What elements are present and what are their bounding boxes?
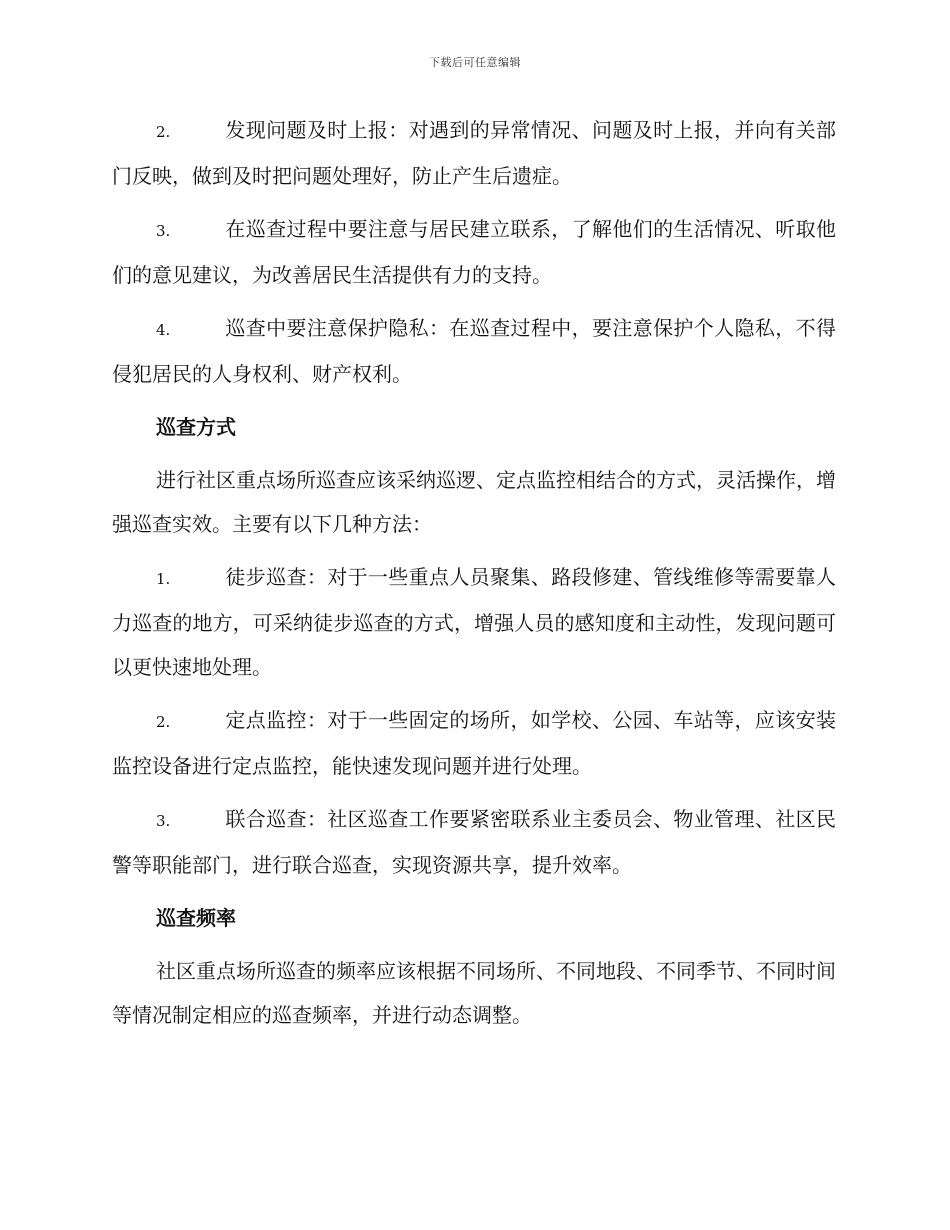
header-note: 下载后可任意编辑 [429, 56, 521, 69]
list-item-number: 3. [156, 812, 171, 830]
list-item-text: 在巡查过程中要注意与居民建立联系，了解他们的生活情况、听取他们的意见建议，为改善居民生活提供有力的支持。 [112, 217, 836, 287]
list-item [112, 108, 836, 198]
list-item [112, 698, 836, 788]
list-item-number: 2. [156, 123, 171, 141]
section-intro-paragraph: 进行社区重点场所巡查应该采纳巡逻、定点监控相结合的方式，灵活操作，增强巡查实效。主要有以下几种方法： [112, 468, 836, 536]
list-item-number: 3. [156, 222, 171, 240]
list-item [112, 555, 836, 689]
section-intro-paragraph: 社区重点场所巡查的频率应该根据不同场所、不同地段、不同季节、不同时间等情况制定相应的巡查频率，并进行动态调整。 [112, 959, 836, 1027]
section-heading-patrol-frequency: 巡查频率 [156, 906, 236, 930]
list-item-number: 4. [156, 321, 171, 339]
list-item-number: 1. [156, 570, 171, 588]
section-heading-patrol-method: 巡查方式 [156, 415, 236, 439]
list-item-text: 发现问题及时上报：对遇到的异常情况、问题及时上报，并向有关部门反映，做到及时把问题处理好，防止产生后遗症。 [112, 118, 836, 188]
list-item-number: 2. [156, 713, 171, 731]
list-item [112, 306, 836, 396]
list-item [112, 797, 836, 887]
list-item-text: 巡查中要注意保护隐私：在巡查过程中，要注意保护个人隐私，不得侵犯居民的人身权利、财产权利。 [112, 316, 836, 386]
document-body [112, 108, 836, 1046]
list-item [112, 207, 836, 297]
list-item-text: 联合巡查：社区巡查工作要紧密联系业主委员会、物业管理、社区民警等职能部门，进行联合巡查，实现资源共享，提升效率。 [112, 807, 836, 877]
list-item-text: 定点监控：对于一些固定的场所，如学校、公园、车站等，应该安装监控设备进行定点监控，能快速发现问题并进行处理。 [112, 708, 836, 778]
list-item-text: 徒步巡查：对于一些重点人员聚集、路段修建、管线维修等需要靠人力巡查的地方，可采纳徒步巡查的方式，增强人员的感知度和主动性，发现问题可以更快速地处理。 [112, 565, 836, 679]
